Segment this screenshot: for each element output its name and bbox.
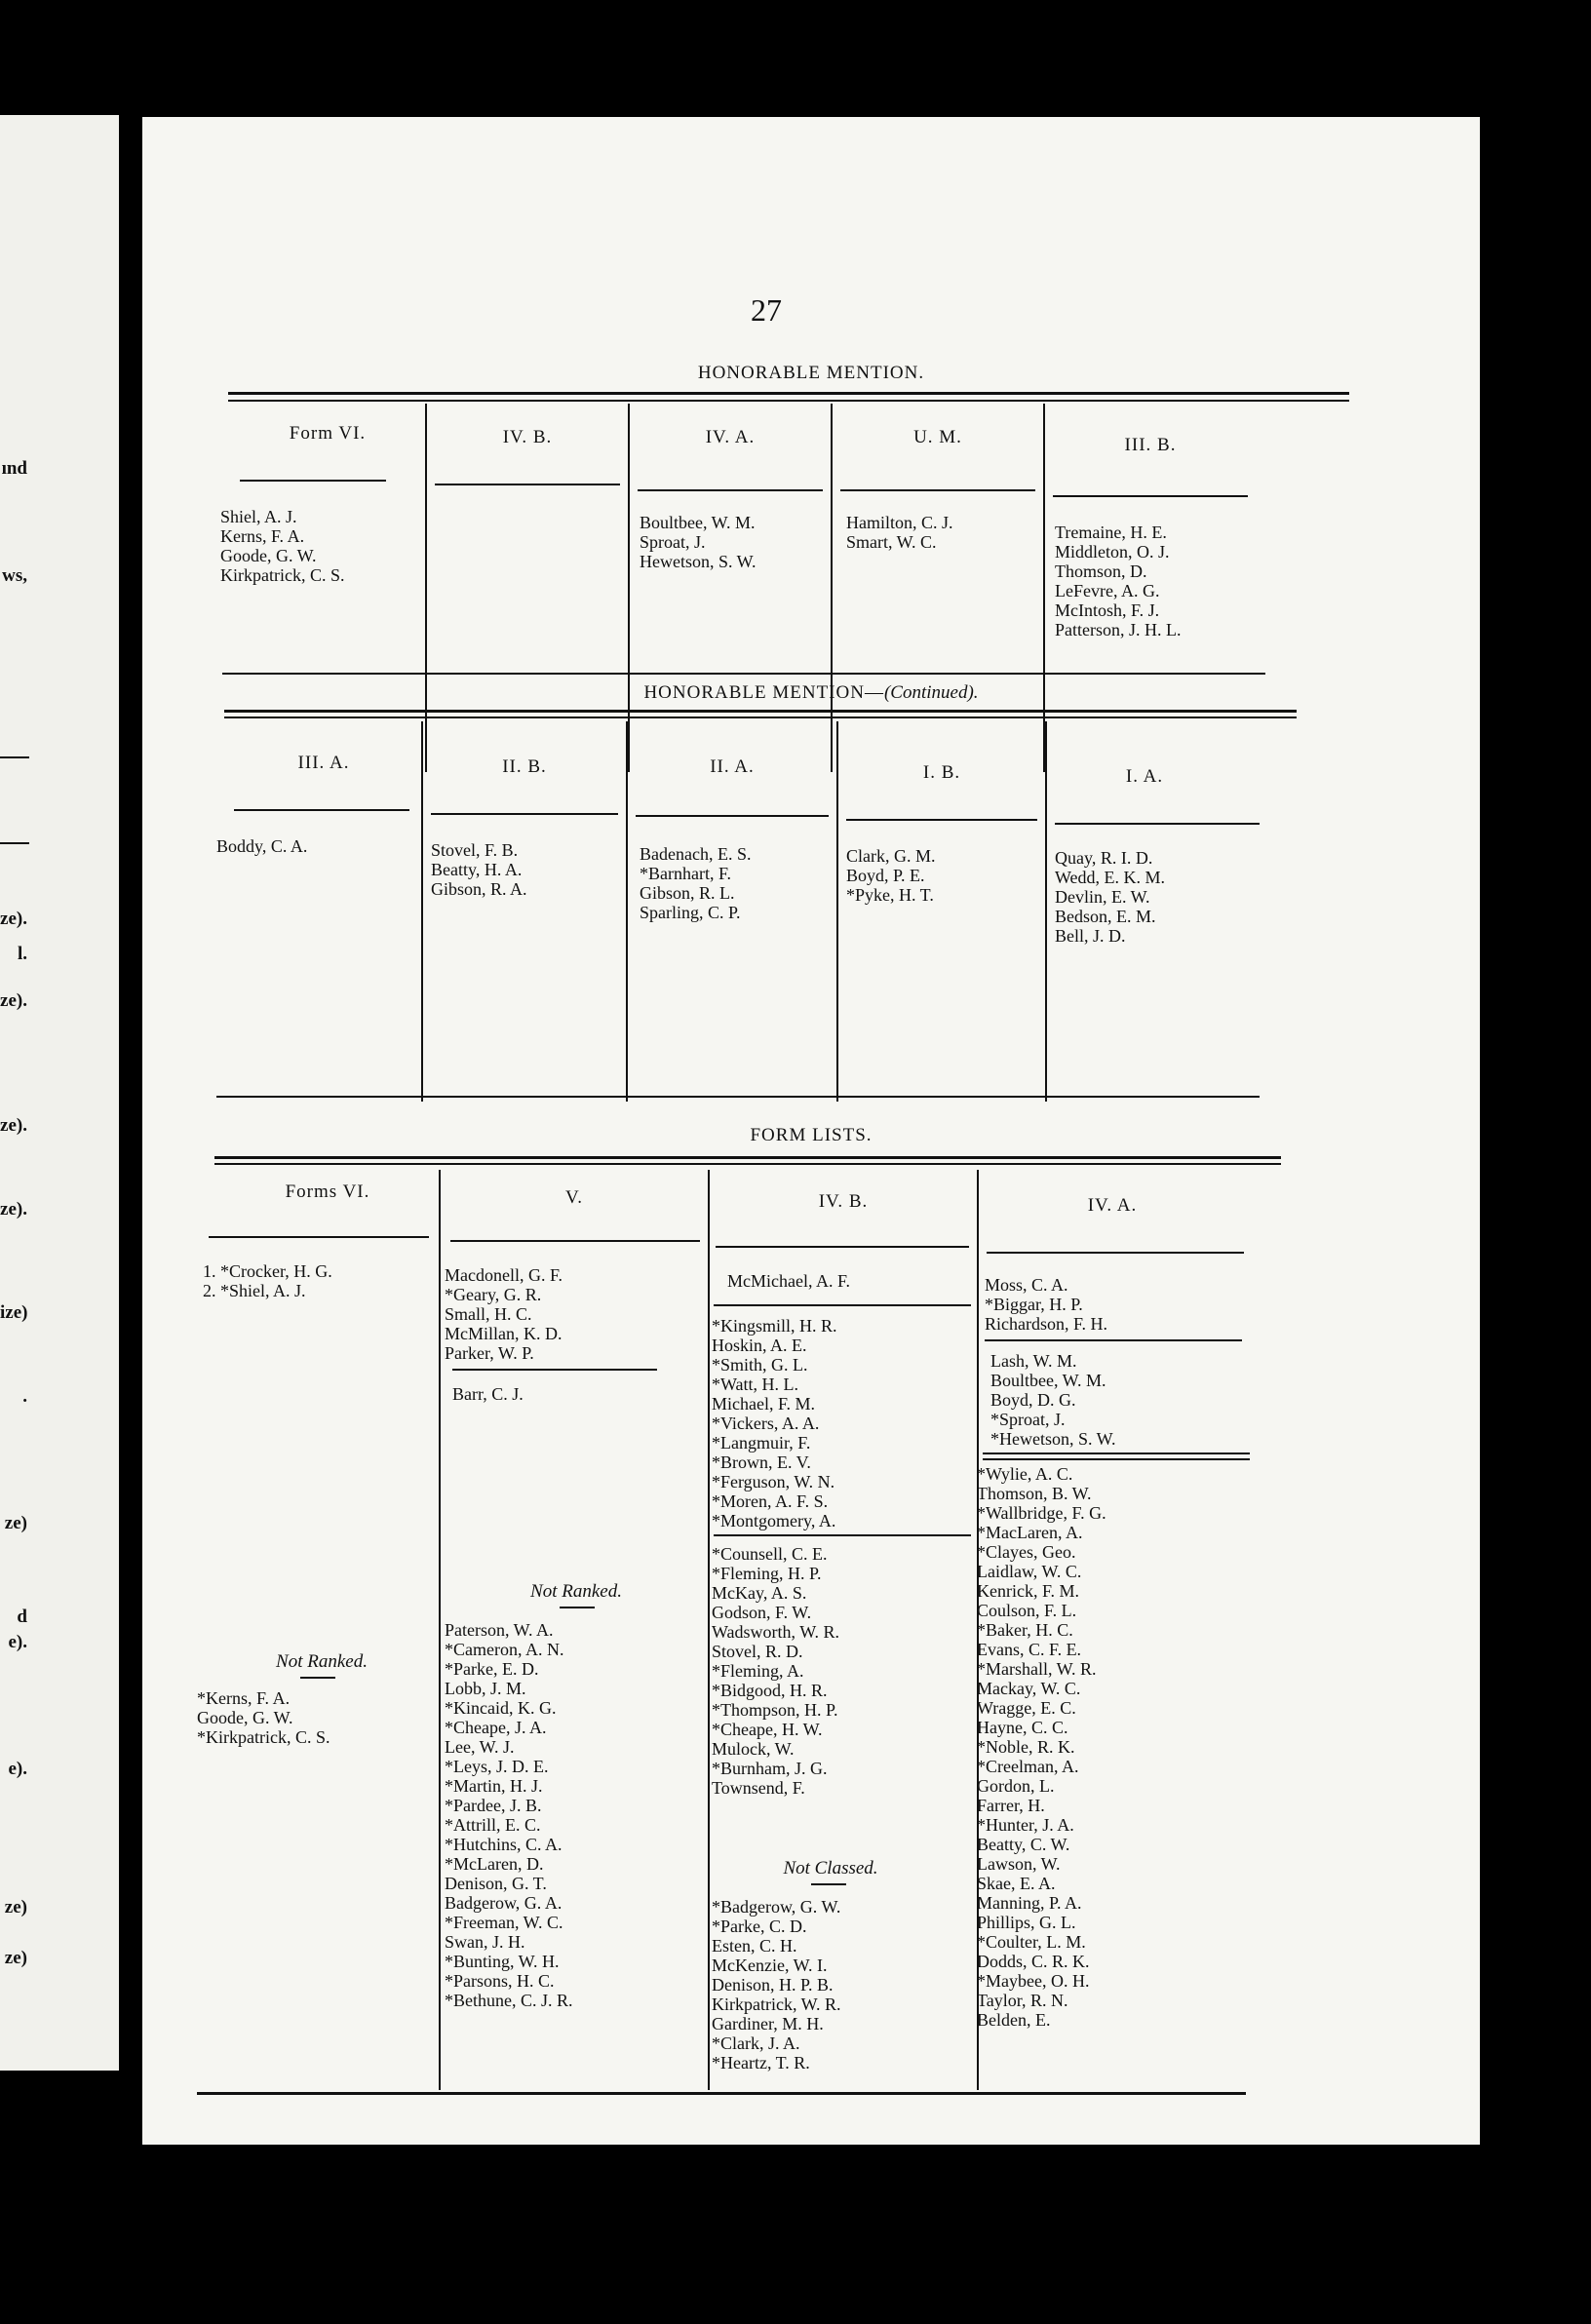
student-name: *Vickers, A. A. xyxy=(712,1414,820,1433)
left-page-fragment: ze). xyxy=(0,1199,27,1220)
left-page-fragment: ws, xyxy=(2,565,27,586)
left-page-fragment: . xyxy=(22,1386,27,1407)
column-heading: IV. B. xyxy=(502,427,553,447)
student-name: *Creelman, A. xyxy=(977,1757,1079,1776)
student-name: Kenrick, F. M. xyxy=(977,1581,1080,1601)
student-name: Kirkpatrick, W. R. xyxy=(712,1995,841,2014)
student-name: Coulson, F. L. xyxy=(977,1601,1077,1620)
group-divider xyxy=(983,1452,1250,1454)
heading-underline xyxy=(450,1240,700,1242)
student-name: *Geary, G. R. xyxy=(445,1285,542,1304)
student-name: Townsend, F. xyxy=(712,1778,805,1798)
student-name: Laidlaw, W. C. xyxy=(977,1562,1082,1581)
student-name: Boultbee, W. M. xyxy=(640,513,756,532)
column-heading: III. B. xyxy=(1124,435,1177,455)
label-underline xyxy=(811,1883,846,1885)
student-name: Clark, G. M. xyxy=(846,846,936,866)
not-classed-label: Not Classed. xyxy=(783,1858,878,1879)
left-page-fragment: ze). xyxy=(0,1115,27,1136)
student-name: Skae, E. A. xyxy=(977,1874,1056,1893)
name-list xyxy=(712,1544,839,1798)
name-list xyxy=(846,846,936,905)
student-name: *Cheape, J. A. xyxy=(445,1718,547,1737)
group-divider xyxy=(714,1534,971,1536)
left-page-fragment: e). xyxy=(8,1759,27,1779)
student-name: Lash, W. M. xyxy=(990,1351,1077,1371)
student-name: Devlin, E. W. xyxy=(1055,887,1150,907)
student-name: *Leys, J. D. E. xyxy=(445,1757,549,1776)
column-heading: IV. A. xyxy=(1087,1195,1138,1216)
student-name: Macdonell, G. F. xyxy=(445,1265,563,1285)
student-name: Denison, G. T. xyxy=(445,1874,547,1893)
left-page-fragment: l. xyxy=(17,944,27,964)
heading-underline xyxy=(840,489,1035,491)
group-divider xyxy=(983,1458,1250,1460)
student-name: Shiel, A. J. xyxy=(220,507,297,526)
student-name: Bell, J. D. xyxy=(1055,926,1126,946)
left-page-fragment: ze). xyxy=(0,909,27,929)
table-rule xyxy=(224,717,1297,718)
column-heading: Forms VI. xyxy=(285,1181,370,1202)
student-name: *Langmuir, F. xyxy=(712,1433,811,1452)
section-title-form-lists: FORM LISTS. xyxy=(750,1125,873,1145)
student-name: *Fleming, A. xyxy=(712,1661,804,1681)
group-divider xyxy=(985,1339,1242,1341)
name-list xyxy=(727,1271,850,1291)
heading-underline xyxy=(987,1252,1244,1254)
student-name: Hamilton, C. J. xyxy=(846,513,953,532)
student-name: Gordon, L. xyxy=(977,1776,1055,1796)
student-name: Gibson, R. A. xyxy=(431,879,527,899)
heading-underline xyxy=(638,489,823,491)
table-rule xyxy=(228,392,1349,395)
heading-underline xyxy=(435,484,620,485)
student-name: Wedd, E. K. M. xyxy=(1055,868,1166,887)
table-rule xyxy=(214,1156,1281,1159)
student-name: Thomson, B. W. xyxy=(977,1484,1092,1503)
student-name: Michael, F. M. xyxy=(712,1394,816,1414)
student-name: Manning, P. A. xyxy=(977,1893,1082,1913)
student-name: Hewetson, S. W. xyxy=(640,552,757,571)
student-name: Lobb, J. M. xyxy=(445,1679,526,1698)
student-name: Farrer, H. xyxy=(977,1796,1045,1815)
student-name: *Fleming, H. P. xyxy=(712,1564,822,1583)
column-heading: IV. B. xyxy=(818,1191,869,1212)
student-name: Boyd, D. G. xyxy=(990,1390,1076,1410)
student-name: Barr, C. J. xyxy=(452,1384,524,1404)
student-name: Goode, G. W. xyxy=(197,1708,293,1727)
heading-underline xyxy=(846,819,1037,821)
student-name: McKenzie, W. I. xyxy=(712,1956,828,1975)
student-name: Badenach, E. S. xyxy=(640,844,752,864)
student-name: *Sproat, J. xyxy=(990,1410,1066,1429)
student-name: Boyd, P. E. xyxy=(846,866,925,885)
student-name: *Cameron, A. N. xyxy=(445,1640,564,1659)
student-name: Denison, H. P. B. xyxy=(712,1975,834,1995)
heading-underline xyxy=(209,1236,429,1238)
left-page-fragment: ze) xyxy=(4,1948,27,1968)
student-name: Sproat, J. xyxy=(640,532,706,552)
table-rule xyxy=(222,673,1265,675)
student-name: *Hutchins, C. A. xyxy=(445,1835,563,1854)
student-name: Gardiner, M. H. xyxy=(712,2014,824,2034)
student-name: *Bidgood, H. R. xyxy=(712,1681,828,1700)
student-name: *McLaren, D. xyxy=(445,1854,544,1874)
student-name: *Wallbridge, F. G. xyxy=(977,1503,1106,1523)
student-name: *Cheape, H. W. xyxy=(712,1720,823,1739)
student-name: McIntosh, F. J. xyxy=(1055,600,1160,620)
heading-underline xyxy=(716,1246,969,1248)
student-name: Kerns, F. A. xyxy=(220,526,305,546)
student-name: Richardson, F. H. xyxy=(985,1314,1108,1334)
heading-underline xyxy=(431,813,618,815)
student-name: *Moren, A. F. S. xyxy=(712,1491,829,1511)
student-name: Swan, J. H. xyxy=(445,1932,525,1952)
column-heading: I. A. xyxy=(1125,766,1164,787)
not-ranked-list xyxy=(445,1620,573,2010)
student-name: Goode, G. W. xyxy=(220,546,317,565)
student-name: McMichael, A. F. xyxy=(727,1271,851,1291)
student-name: *Burnham, J. G. xyxy=(712,1759,828,1778)
student-name: Stovel, F. B. xyxy=(431,840,519,860)
student-name: Sparling, C. P. xyxy=(640,903,741,922)
student-name: *Watt, H. L. xyxy=(712,1375,799,1394)
heading-underline xyxy=(1053,495,1248,497)
student-name: *Smith, G. L. xyxy=(712,1355,808,1375)
left-page-fragment: e). xyxy=(8,1632,27,1652)
column-heading: III. A. xyxy=(297,753,350,773)
student-name: Badgerow, G. A. xyxy=(445,1893,563,1913)
student-name: Wragge, E. C. xyxy=(977,1698,1076,1718)
student-name: *Parke, C. D. xyxy=(712,1917,807,1936)
name-list xyxy=(640,844,751,922)
student-name: *Maybee, O. H. xyxy=(977,1971,1090,1991)
student-name: *Clark, J. A. xyxy=(712,2034,800,2053)
left-page-fragment: ize) xyxy=(0,1302,28,1323)
student-name: Lawson, W. xyxy=(977,1854,1061,1874)
table-rule xyxy=(216,1096,1260,1098)
student-name: Boultbee, W. M. xyxy=(990,1371,1106,1390)
column-rule xyxy=(439,1170,441,2090)
column-heading: II. B. xyxy=(502,756,547,777)
name-list xyxy=(445,1265,563,1363)
student-name: *Kirkpatrick, C. S. xyxy=(197,1727,330,1747)
previous-page-edge xyxy=(0,115,119,2071)
student-name: Gibson, R. L. xyxy=(640,883,735,903)
student-name: *Montgomery, A. xyxy=(712,1511,836,1530)
table-rule xyxy=(228,400,1349,402)
student-name: *Noble, R. K. xyxy=(977,1737,1075,1757)
student-name: *Wylie, A. C. xyxy=(977,1464,1073,1484)
section-title-honorable-mention-continued: HONORABLE MENTION—(Continued). xyxy=(643,682,979,703)
student-name: Phillips, G. L. xyxy=(977,1913,1076,1932)
student-name: *Martin, H. J. xyxy=(445,1776,543,1796)
student-name: Patterson, J. H. L. xyxy=(1055,620,1182,639)
student-name: Lee, W. J. xyxy=(445,1737,515,1757)
student-name: LeFevre, A. G. xyxy=(1055,581,1160,600)
student-name: *Badgerow, G. W. xyxy=(712,1897,841,1917)
student-name: Taylor, R. N. xyxy=(977,1991,1068,2010)
student-name: *Heartz, T. R. xyxy=(712,2053,810,2072)
column-heading: IV. A. xyxy=(705,427,756,447)
student-name: Belden, E. xyxy=(977,2010,1051,2030)
student-name: McMillan, K. D. xyxy=(445,1324,563,1343)
student-name: *Kerns, F. A. xyxy=(197,1688,291,1708)
name-list xyxy=(220,507,345,585)
student-name: Moss, C. A. xyxy=(985,1275,1068,1295)
table-rule xyxy=(224,710,1297,713)
column-heading: I. B. xyxy=(922,762,961,783)
section-title-honorable-mention: HONORABLE MENTION. xyxy=(697,363,925,383)
document-page xyxy=(142,117,1480,2145)
not-ranked-list xyxy=(197,1688,330,1747)
student-name: Middleton, O. J. xyxy=(1055,542,1170,562)
student-name: *Thompson, H. P. xyxy=(712,1700,838,1720)
student-name: *Biggar, H. P. xyxy=(985,1295,1083,1314)
ranked-list xyxy=(203,1261,332,1300)
left-page-rule xyxy=(0,756,29,758)
student-name: *Baker, H. C. xyxy=(977,1620,1073,1640)
student-name: Stovel, R. D. xyxy=(712,1642,803,1661)
student-name: Evans, C. F. E. xyxy=(977,1640,1082,1659)
student-name: Mackay, W. C. xyxy=(977,1679,1081,1698)
left-page-fragment: ınd xyxy=(1,458,27,479)
student-name: *Clayes, Geo. xyxy=(977,1542,1076,1562)
student-name: Dodds, C. R. K. xyxy=(977,1952,1090,1971)
student-name: Kirkpatrick, C. S. xyxy=(220,565,345,585)
name-list xyxy=(712,1316,837,1530)
student-name: Esten, C. H. xyxy=(712,1936,797,1956)
table-rule xyxy=(214,1163,1281,1165)
student-name: Wadsworth, W. R. xyxy=(712,1622,840,1642)
student-name: Hoskin, A. E. xyxy=(712,1336,807,1355)
name-list xyxy=(216,836,307,856)
student-name: Thomson, D. xyxy=(1055,562,1147,581)
name-list xyxy=(846,513,953,552)
student-name: *Hewetson, S. W. xyxy=(990,1429,1116,1449)
column-heading: V. xyxy=(564,1187,584,1208)
heading-underline xyxy=(240,480,386,482)
column-heading: Form VI. xyxy=(289,423,367,444)
left-page-fragment: d xyxy=(17,1607,27,1627)
student-name: Tremaine, H. E. xyxy=(1055,523,1167,542)
student-name: *Pardee, J. B. xyxy=(445,1796,542,1815)
name-list xyxy=(452,1384,524,1404)
student-name: *Bunting, W. H. xyxy=(445,1952,560,1971)
student-name: Parker, W. P. xyxy=(445,1343,534,1363)
heading-underline xyxy=(1055,823,1260,825)
student-name: *Kingsmill, H. R. xyxy=(712,1316,837,1336)
student-name: Beatty, H. A. xyxy=(431,860,523,879)
student-name: Quay, R. I. D. xyxy=(1055,848,1153,868)
student-name: *Coulter, L. M. xyxy=(977,1932,1086,1952)
student-name: *Brown, E. V. xyxy=(712,1452,811,1472)
left-page-fragment: ze). xyxy=(0,990,27,1011)
student-name: *Attrill, E. C. xyxy=(445,1815,541,1835)
name-list xyxy=(1055,523,1182,639)
student-name: *Marshall, W. R. xyxy=(977,1659,1097,1679)
student-name: Godson, F. W. xyxy=(712,1603,812,1622)
student-name: *Hunter, J. A. xyxy=(977,1815,1074,1835)
student-name: Paterson, W. A. xyxy=(445,1620,554,1640)
heading-underline xyxy=(636,815,829,817)
student-name: *Pyke, H. T. xyxy=(846,885,934,905)
column-heading: U. M. xyxy=(913,427,962,447)
name-list xyxy=(1055,848,1165,946)
student-name: *Freeman, W. C. xyxy=(445,1913,563,1932)
group-divider xyxy=(452,1369,657,1371)
left-page-fragment: ze) xyxy=(4,1513,27,1533)
student-name: 1. *Crocker, H. G. xyxy=(203,1261,332,1281)
left-page-fragment: ze) xyxy=(4,1897,27,1917)
student-name: Beatty, C. W. xyxy=(977,1835,1070,1854)
column-rule xyxy=(626,721,628,1102)
student-name: *Kincaid, K. G. xyxy=(445,1698,557,1718)
student-name: Smart, W. C. xyxy=(846,532,937,552)
student-name: *MacLaren, A. xyxy=(977,1523,1083,1542)
name-list xyxy=(990,1351,1116,1449)
student-name: *Counsell, C. E. xyxy=(712,1544,828,1564)
not-ranked-label: Not Ranked. xyxy=(276,1651,368,1672)
page-number: 27 xyxy=(751,292,782,328)
student-name: *Ferguson, W. N. xyxy=(712,1472,835,1491)
name-list xyxy=(431,840,527,899)
column-heading: II. A. xyxy=(710,756,755,777)
column-rule xyxy=(708,1170,710,2090)
student-name: Mulock, W. xyxy=(712,1739,795,1759)
name-list xyxy=(985,1275,1107,1334)
student-name: *Barnhart, F. xyxy=(640,864,732,883)
heading-underline xyxy=(234,809,409,811)
label-underline xyxy=(560,1607,595,1608)
student-name: Bedson, E. M. xyxy=(1055,907,1156,926)
student-name: Hayne, C. C. xyxy=(977,1718,1068,1737)
left-page-rule xyxy=(0,842,29,844)
group-divider xyxy=(714,1304,971,1306)
column-rule xyxy=(421,721,423,1102)
student-name: Small, H. C. xyxy=(445,1304,532,1324)
student-name: Boddy, C. A. xyxy=(216,836,308,856)
name-list xyxy=(640,513,757,571)
not-classed-list xyxy=(712,1897,841,2072)
student-name: *Parke, E. D. xyxy=(445,1659,539,1679)
label-underline xyxy=(300,1677,335,1679)
student-name: McKay, A. S. xyxy=(712,1583,807,1603)
table-bottom-rule xyxy=(197,2092,1246,2095)
not-ranked-label: Not Ranked. xyxy=(530,1581,622,1602)
name-list xyxy=(977,1464,1106,2030)
student-name: *Parsons, H. C. xyxy=(445,1971,555,1991)
student-name: *Bethune, C. J. R. xyxy=(445,1991,573,2010)
student-name: 2. *Shiel, A. J. xyxy=(203,1281,306,1300)
